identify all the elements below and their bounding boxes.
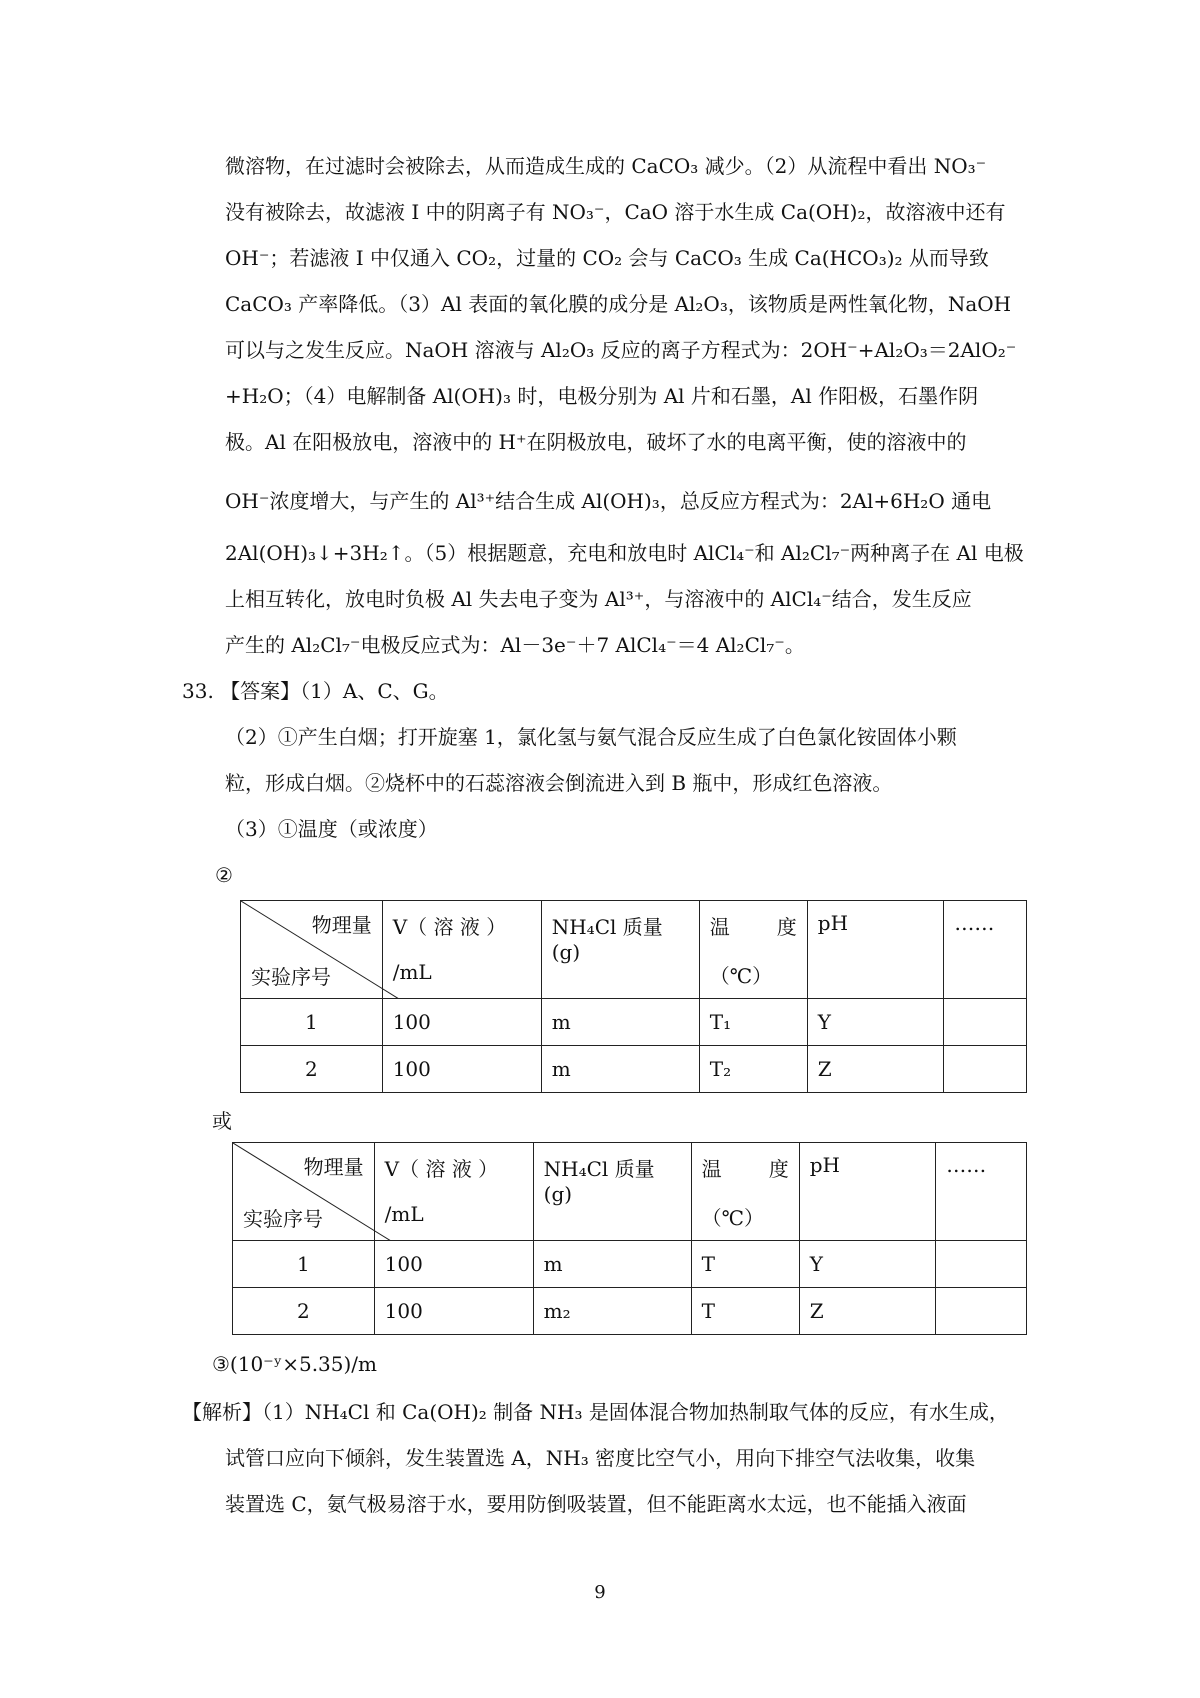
cell-ph: Y — [799, 1241, 936, 1288]
header-physical-quantity: 物理量 — [303, 1155, 364, 1179]
header-ph: pH — [807, 901, 944, 999]
table-row — [241, 999, 1027, 1046]
header-temp-unit: （℃） — [701, 1206, 765, 1230]
header-temp-a: 温 — [709, 915, 730, 939]
cell-volume: 100 — [374, 1288, 533, 1335]
header-volume-line2: /mL — [392, 960, 432, 984]
cell-ph: Z — [799, 1288, 936, 1335]
header-mass: NH₄Cl 质量(g) — [533, 1143, 691, 1241]
answer-32-line-5: 可以与之发生反应。NaOH 溶液与 Al₂O₃ 反应的离子方程式为：2OH⁻+Al₂O₃＝2AlO₂⁻ — [225, 338, 1017, 362]
header-volume-line1: V（ 溶 液 ） — [392, 915, 507, 939]
cell-number: 1 — [241, 999, 383, 1046]
cell-ph: Y — [807, 999, 944, 1046]
table-row — [233, 1241, 1027, 1288]
cell-temp: T — [691, 1241, 799, 1288]
cell-temp: T₂ — [699, 1046, 807, 1093]
header-experiment-number: 实验序号 — [243, 1207, 323, 1231]
cell-temp: T — [691, 1288, 799, 1335]
header-temp-a: 温 — [701, 1157, 722, 1181]
cell-ph: Z — [807, 1046, 944, 1093]
header-temp-b: 度 — [768, 1157, 789, 1181]
q33-answer-label: 33. 【答案】（1）A、C、G。 — [182, 679, 449, 703]
table-header-diagonal — [233, 1143, 375, 1241]
header-physical-quantity: 物理量 — [311, 913, 372, 937]
cell-more — [936, 1288, 1027, 1335]
header-volume — [374, 1143, 533, 1241]
header-ph: pH — [799, 1143, 936, 1241]
answer-32-line-10: 上相互转化，放电时负极 Al 失去电子变为 Al³⁺，与溶液中的 AlCl₄⁻结合，发生反应 — [225, 587, 972, 611]
table-row — [233, 1288, 1027, 1335]
q33-part2-line1: （2）①产生白烟；打开旋塞 1，氯化氢与氨气混合反应生成了白色氯化铵固体小颗 — [225, 725, 957, 749]
header-experiment-number: 实验序号 — [251, 965, 331, 989]
cell-volume: 100 — [374, 1241, 533, 1288]
table-row — [241, 1046, 1027, 1093]
cell-mass: m — [533, 1241, 691, 1288]
cell-number: 1 — [233, 1241, 375, 1288]
or-label: 或 — [212, 1109, 232, 1133]
q33-circle-3-formula: ③(10⁻ʸ×5.35)/m — [212, 1352, 377, 1376]
answer-32-line-6: +H₂O；（4）电解制备 Al(OH)₃ 时，电极分别为 Al 片和石墨，Al 作阳极，石墨作阴 — [225, 384, 979, 408]
cell-mass: m — [541, 1046, 699, 1093]
cell-volume: 100 — [382, 999, 541, 1046]
answer-32-line-7: 极。Al 在阳极放电，溶液中的 H⁺在阴极放电，破坏了水的电离平衡，使的溶液中的 — [225, 430, 967, 454]
cell-more — [944, 1046, 1027, 1093]
cell-number: 2 — [241, 1046, 383, 1093]
header-temp-b: 度 — [776, 915, 797, 939]
header-mass: NH₄Cl 质量(g) — [541, 901, 699, 999]
answer-32-line-3: OH⁻；若滤液 I 中仅通入 CO₂，过量的 CO₂ 会与 CaCO₃ 生成 Ca(HCO₃)₂ 从而导致 — [225, 246, 989, 270]
analysis-line-3: 装置选 C，氨气极易溶于水，要用防倒吸装置，但不能距离水太远，也不能插入液面 — [225, 1492, 967, 1516]
q33-part2-line2: 粒，形成白烟。②烧杯中的石蕊溶液会倒流进入到 B 瓶中，形成红色溶液。 — [225, 771, 893, 795]
header-temperature — [691, 1143, 799, 1241]
q33-circle-2: ② — [215, 863, 233, 887]
answer-32-line-11: 产生的 Al₂Cl₇⁻电极反应式为：Al－3e⁻＋7 AlCl₄⁻＝4 Al₂Cl₇⁻。 — [225, 633, 805, 657]
table-header-diagonal — [241, 901, 383, 999]
answer-32-line-8: OH⁻浓度增大，与产生的 Al³⁺结合生成 Al(OH)₃，总反应方程式为：2Al+6H₂O 通电 — [225, 489, 992, 513]
experiment-table-1 — [240, 900, 1027, 1093]
header-more: …… — [944, 901, 1027, 999]
answer-32-line-9: 2Al(OH)₃↓+3H₂↑。（5）根据题意，充电和放电时 AlCl₄⁻和 Al₂Cl₇⁻两种离子在 Al 电极 — [225, 541, 1024, 565]
experiment-table-2 — [232, 1142, 1027, 1335]
cell-mass: m₂ — [533, 1288, 691, 1335]
cell-number: 2 — [233, 1288, 375, 1335]
analysis-line-1: 【解析】（1）NH₄Cl 和 Ca(OH)₂ 制备 NH₃ 是固体混合物加热制取气体的反应，有水生成， — [182, 1400, 1009, 1424]
header-temperature — [699, 901, 807, 999]
cell-temp: T₁ — [699, 999, 807, 1046]
header-volume-line1: V（ 溶 液 ） — [384, 1157, 499, 1181]
cell-volume: 100 — [382, 1046, 541, 1093]
header-volume — [382, 901, 541, 999]
analysis-line-2: 试管口应向下倾斜，发生装置选 A，NH₃ 密度比空气小，用向下排空气法收集，收集 — [225, 1446, 976, 1470]
answer-32-line-1: 微溶物，在过滤时会被除去，从而造成生成的 CaCO₃ 减少。（2）从流程中看出 NO₃⁻ — [225, 154, 987, 178]
q33-part3: （3）①温度（或浓度） — [225, 817, 438, 841]
cell-more — [944, 999, 1027, 1046]
cell-more — [936, 1241, 1027, 1288]
answer-32-line-2: 没有被除去，故滤液 I 中的阴离子有 NO₃⁻，CaO 溶于水生成 Ca(OH)₂，故溶液中还有 — [225, 200, 1006, 224]
header-more: …… — [936, 1143, 1027, 1241]
cell-mass: m — [541, 999, 699, 1046]
header-volume-line2: /mL — [384, 1202, 424, 1226]
page-number: 9 — [594, 1582, 606, 1603]
answer-32-line-4: CaCO₃ 产率降低。（3）Al 表面的氧化膜的成分是 Al₂O₃，该物质是两性氧化物，NaOH — [225, 292, 1012, 316]
header-temp-unit: （℃） — [709, 964, 773, 988]
